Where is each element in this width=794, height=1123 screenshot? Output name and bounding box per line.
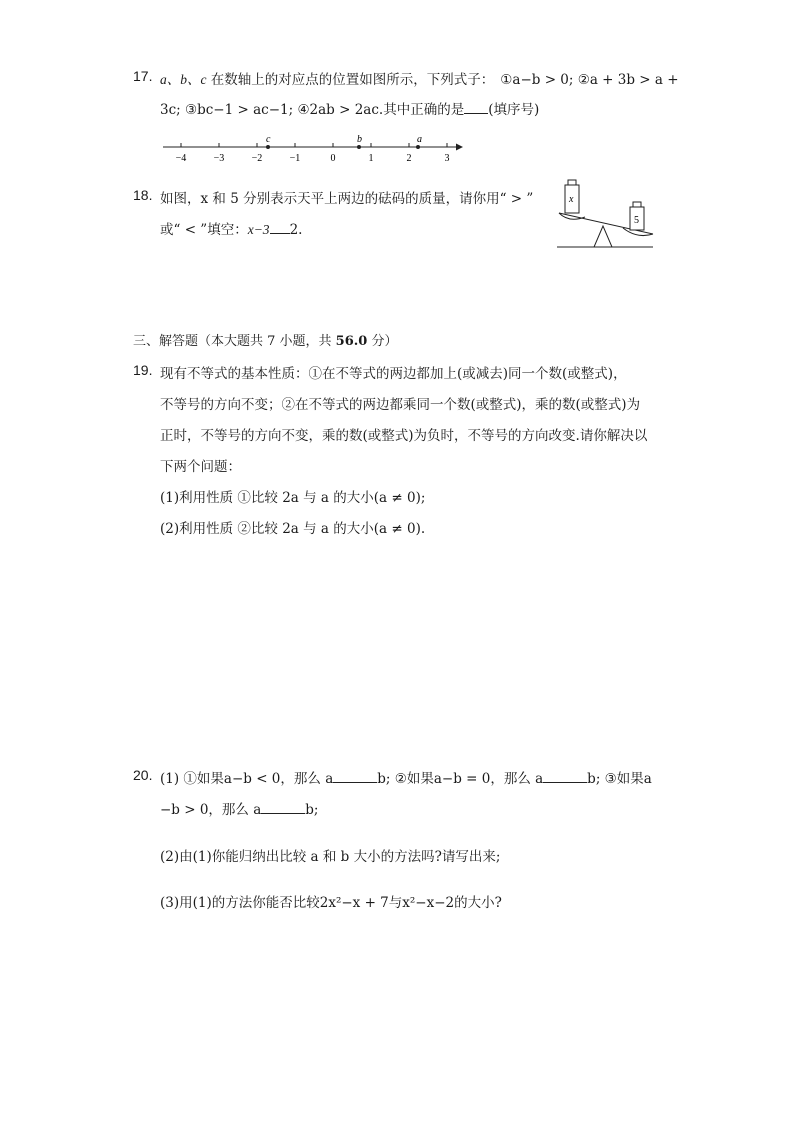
section-score: 56.0 <box>335 334 368 349</box>
point-a-label: a <box>417 134 422 145</box>
q17-text-b: ①a−b > 0; ②a + 3b > a + <box>500 72 679 88</box>
q17-answer-blank[interactable] <box>464 112 488 114</box>
point-a-dot <box>416 145 420 149</box>
q20-text-d: −b > 0，那么 a <box>160 802 262 818</box>
q20-part3: (3)用(1)的方法你能否比较2x²−x + 7与x²−x−2的大小? <box>160 895 502 911</box>
scale-fulcrum <box>594 226 612 247</box>
q19-line3: 正时，不等号的方向不变，乘的数(或整式)为负时，不等号的方向改变.请你解决以 <box>160 428 648 444</box>
q19-line2: 不等号的方向不变；②在不等式的两边都乘同一个数(或整式)，乘的数(或整式)为 <box>160 397 641 413</box>
q20-text-c: b; ③如果a <box>587 771 652 787</box>
q18-number: 18. <box>133 187 153 203</box>
axis-arrow-icon <box>456 144 463 151</box>
q20-blank-3[interactable] <box>261 812 305 814</box>
axis-tick-label: 2 <box>406 153 412 164</box>
q17-variables: a、b、c <box>160 72 207 87</box>
q19-part2: (2)利用性质 ②比较 2a 与 a 的大小(a ≠ 0). <box>160 521 426 537</box>
axis-tick-label: −3 <box>213 153 225 164</box>
number-line-figure <box>158 132 478 174</box>
axis-tick-label: 1 <box>368 153 374 164</box>
axis-tick-label: −4 <box>175 153 187 164</box>
q17-number: 17. <box>133 68 153 84</box>
axis-tick-label: 3 <box>444 153 450 164</box>
q20-blank-2[interactable] <box>543 781 587 783</box>
axis-tick-label: 0 <box>330 153 336 164</box>
section-3-title <box>133 330 397 349</box>
q20-text-e: b; <box>305 802 319 818</box>
left-weight-handle <box>568 180 576 185</box>
axis-tick-label: −1 <box>289 153 301 164</box>
q17-line2 <box>160 98 539 118</box>
q18-text-a: 或“ < ”填空： <box>160 222 248 238</box>
section-title-c: 分） <box>367 334 398 349</box>
balance-scale-figure <box>553 179 665 251</box>
q20-text-b: b; ②如果a−b = 0，那么 a <box>377 771 544 787</box>
point-b-label: b <box>357 134 362 145</box>
right-weight-handle <box>633 202 641 207</box>
q17-text-d: (填序号) <box>488 102 540 118</box>
q19-line4: 下两个问题： <box>160 459 241 475</box>
q20-blank-1[interactable] <box>333 781 377 783</box>
section-title-a: 三、解答题（本大题共 7 小题，共 <box>133 334 336 349</box>
q19-part1: (1)利用性质 ①比较 2a 与 a 的大小(a ≠ 0); <box>160 490 426 506</box>
q17-text-a: 在数轴上的对应点的位置如图所示，下列式子： <box>206 72 495 88</box>
right-weight-label: 5 <box>634 215 639 226</box>
q17-line1 <box>160 68 679 88</box>
q20-line2 <box>160 798 318 818</box>
point-c-label: c <box>266 134 271 145</box>
q18-line1: 如图，x 和 5 分别表示天平上两边的砝码的质量，请你用“ > ” <box>160 191 534 207</box>
axis-tick-label: −2 <box>251 153 263 164</box>
q20-number: 20. <box>133 767 153 783</box>
q19-number: 19. <box>133 362 153 378</box>
q20-part2: (2)由(1)你能归纳出比较 a 和 b 大小的方法吗?请写出来; <box>160 849 501 865</box>
q18-answer-blank[interactable] <box>270 232 290 234</box>
q18-expression: x−3 <box>247 222 270 237</box>
left-weight-label: x <box>569 194 574 205</box>
q20-line1 <box>160 767 652 787</box>
q17-text-c: 3c; ③bc−1 > ac−1; ④2ab > 2ac.其中正确的是 <box>160 102 465 118</box>
q18-text-c: 2. <box>289 222 303 238</box>
q19-line1: 现有不等式的基本性质：①在不等式的两边都加上(或减去)同一个数(或整式)， <box>160 366 627 382</box>
q20-text-a: (1) ①如果a−b < 0，那么 a <box>160 771 334 787</box>
point-b-dot <box>357 145 361 149</box>
q18-line2 <box>160 218 302 238</box>
point-c-dot <box>266 145 270 149</box>
